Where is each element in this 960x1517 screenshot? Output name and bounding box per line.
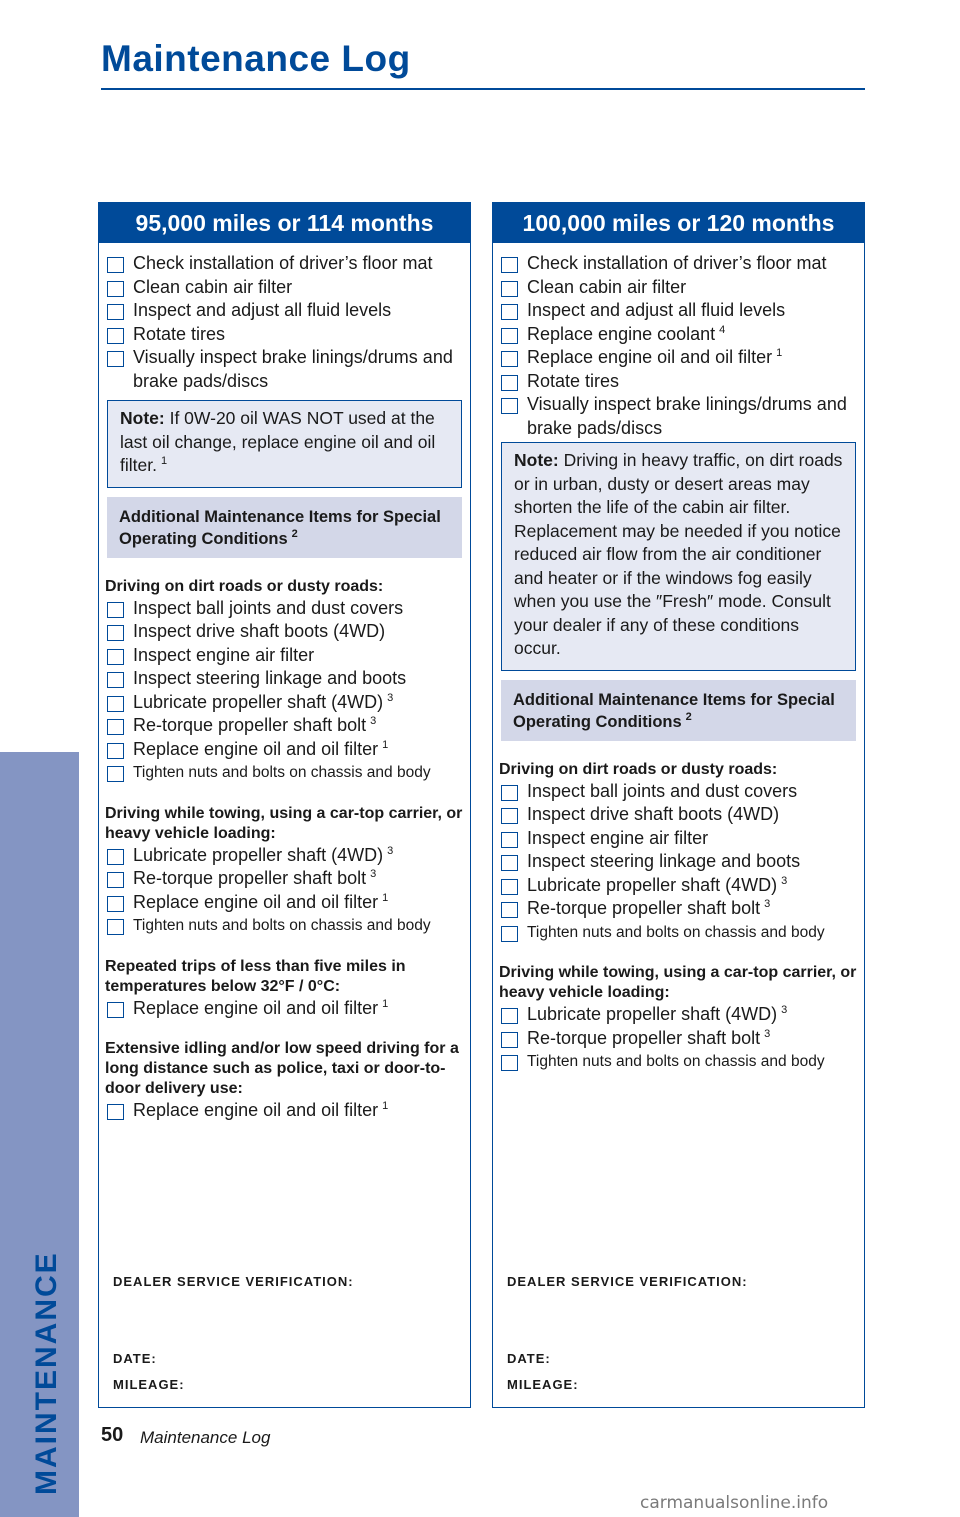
checklist-item[interactable]: Check installation of driver’s floor mat	[105, 252, 470, 276]
footnote-marker: 1	[382, 997, 389, 1010]
condition-checklist	[99, 597, 470, 785]
note-label: Note:	[120, 408, 165, 428]
note-box	[501, 442, 856, 671]
checklist-item[interactable]	[105, 691, 470, 715]
checklist-item-text: Inspect and adjust all fluid levels	[527, 300, 786, 320]
page-title: Maintenance Log	[101, 38, 411, 79]
checklist-item[interactable]	[499, 346, 864, 370]
checklist-item-text: Inspect steering linkage and boots	[527, 851, 801, 871]
checklist-item[interactable]	[499, 780, 864, 804]
condition-heading: Driving on dirt roads or dusty roads:	[499, 760, 778, 778]
note-box	[107, 400, 462, 488]
checklist-item-text: Replace engine oil and oil filter	[133, 738, 379, 759]
checklist-item[interactable]	[499, 803, 864, 827]
checklist-item-text: Lubricate propeller shaft (4WD)	[133, 844, 384, 865]
footnote-marker: 4	[719, 323, 726, 336]
checklist-item[interactable]	[105, 891, 470, 915]
checklist-item[interactable]	[499, 874, 864, 898]
footnote-marker: 3	[764, 1027, 771, 1040]
additional-items-heading: Additional Maintenance Items for Special Operating Conditions $^2$	[501, 680, 856, 741]
service-checklist	[493, 243, 864, 440]
footnote-marker: 1	[382, 738, 389, 751]
checklist-item[interactable]	[499, 370, 864, 394]
checklist-item[interactable]	[105, 867, 470, 891]
checklist-item[interactable]	[105, 597, 470, 621]
checklist-item[interactable]	[499, 897, 864, 921]
condition-heading: Extensive idling and/or low speed driving for a long distance such as police, taxi or door-to-door delivery use:	[105, 1040, 459, 1097]
footnote-marker: 3	[370, 715, 377, 727]
condition-checklist	[493, 1003, 864, 1074]
watermark: carmanualsonline.info	[640, 1493, 829, 1513]
checklist-item[interactable]	[499, 299, 864, 323]
condition-heading: Driving on dirt roads or dusty roads:	[105, 577, 384, 595]
checklist-item-text: Re-torque propeller shaft bolt	[527, 898, 761, 918]
additional-items-heading: Additional Maintenance Items for Special Operating Conditions $^2$	[107, 497, 462, 558]
checklist-item[interactable]	[105, 761, 470, 785]
checklist-item[interactable]: Visually inspect brake linings/drums and brake pads/discs	[105, 346, 461, 393]
special-conditions	[99, 558, 470, 1123]
checklist-item[interactable]: Inspect and adjust all fluid levels	[105, 299, 470, 323]
checklist-item[interactable]	[499, 1050, 864, 1074]
checklist-item[interactable]: Rotate tires	[105, 323, 470, 347]
checklist-item-text: Inspect ball joints and dust covers	[133, 597, 404, 618]
condition-heading: Driving while towing, using a car-top carrier, or heavy vehicle loading:	[105, 804, 463, 842]
mileage-label: MILEAGE:	[507, 1377, 579, 1392]
checklist-item-text: Inspect engine air filter	[133, 644, 315, 665]
date-label: DATE:	[113, 1351, 157, 1366]
note-text: Driving in heavy traffic, on dirt roads or in urban, dusty or desert areas may shorten the life of the cabin air filter. Replacement may be needed if you notice reduced air flow from the air conditioner and heater or if the windows fog easily when you use the ″Fresh″ mode. Consult your dealer if any of these conditions occur.	[514, 450, 843, 658]
checklist-item[interactable]	[499, 1027, 864, 1051]
footnote-marker: 1	[382, 891, 389, 904]
checklist-item-text: Lubricate propeller shaft (4WD)	[527, 874, 778, 895]
note-label: Note:	[514, 450, 559, 470]
dealer-verification-label: DEALER SERVICE VERIFICATION:	[507, 1274, 748, 1289]
special-conditions	[493, 741, 864, 1074]
checklist-item-text: Tighten nuts and bolts on chassis and body	[527, 1053, 825, 1070]
service-checklist	[99, 243, 470, 393]
interval-header: 95,000 miles or 114 months	[99, 203, 470, 243]
condition-checklist	[493, 780, 864, 945]
footnote-marker: 3	[781, 1004, 788, 1016]
checklist-item-text: Inspect ball joints and dust covers	[527, 780, 798, 801]
checklist-item[interactable]	[499, 827, 864, 851]
checklist-item-text: Tighten nuts and bolts on chassis and body	[133, 764, 431, 781]
page-number: 50	[101, 1424, 124, 1446]
checklist-item[interactable]	[499, 252, 864, 276]
checklist-item[interactable]	[105, 644, 470, 668]
title-divider	[101, 88, 865, 90]
checklist-item-text: Replace engine coolant	[527, 323, 716, 344]
condition-checklist	[99, 997, 470, 1021]
checklist-item[interactable]	[499, 393, 864, 440]
checklist-item-text: Inspect steering linkage and boots	[133, 668, 407, 688]
checklist-item[interactable]	[499, 276, 864, 300]
checklist-item-text: Tighten nuts and bolts on chassis and body	[133, 917, 431, 934]
checklist-item[interactable]	[105, 738, 470, 762]
checklist-item[interactable]	[105, 997, 470, 1021]
checklist-item[interactable]	[499, 921, 864, 945]
interval-panel-100000	[492, 202, 865, 1408]
condition-heading: Repeated trips of less than five miles in temperatures below 32°F / 0°C:	[105, 957, 406, 995]
checklist-item[interactable]	[499, 323, 864, 347]
footnote-marker: 3	[387, 691, 394, 704]
note-footnote: 1	[160, 455, 168, 468]
interval-header: 100,000 miles or 120 months	[493, 203, 864, 243]
checklist-item-text: Rotate tires	[527, 370, 620, 391]
checklist-item-text: Inspect engine air filter	[527, 827, 709, 848]
checklist-item-text: Replace engine oil and oil filter	[527, 347, 773, 367]
checklist-item-text: Visually inspect brake linings/drums and brake pads/discs	[527, 394, 847, 438]
condition-checklist	[99, 844, 470, 938]
checklist-item-text: Inspect drive shaft boots (4WD)	[527, 804, 780, 824]
footnote-marker: 1	[776, 347, 783, 359]
footnote-marker: 3	[764, 898, 771, 910]
checklist-item-text: Lubricate propeller shaft (4WD)	[133, 691, 384, 712]
checklist-item[interactable]	[105, 667, 470, 691]
footnote-marker: 3	[781, 874, 788, 887]
checklist-item-text: Re-torque propeller shaft bolt	[133, 868, 367, 888]
checklist-item[interactable]	[105, 844, 470, 868]
checklist-item-text: Clean cabin air filter	[527, 276, 687, 297]
checklist-item-text: Re-torque propeller shaft bolt	[133, 715, 367, 735]
checklist-item[interactable]	[105, 1099, 470, 1123]
checklist-item[interactable]: Clean cabin air filter	[105, 276, 470, 300]
checklist-item-text: Lubricate propeller shaft (4WD)	[527, 1004, 778, 1024]
checklist-item-text: Replace engine oil and oil filter	[133, 1100, 379, 1120]
condition-checklist	[99, 1099, 470, 1123]
interval-panel-95000	[98, 202, 471, 1408]
checklist-item-text: Inspect drive shaft boots (4WD)	[133, 621, 386, 641]
footnote-marker: 3	[387, 844, 394, 857]
footnote-marker: 3	[370, 868, 377, 880]
checklist-item-text: Tighten nuts and bolts on chassis and body	[527, 923, 825, 941]
condition-heading: Driving while towing, using a car-top carrier, or heavy vehicle loading:	[499, 964, 857, 1001]
checklist-item-text: Re-torque propeller shaft bolt	[527, 1027, 761, 1048]
checklist-item-text: Check installation of driver’s floor mat	[527, 253, 827, 273]
checklist-item[interactable]	[105, 714, 470, 738]
footnote-marker: 1	[382, 1100, 389, 1112]
note-text: If 0W-20 oil WAS NOT used at the last oil change, replace engine oil and oil filter.	[120, 408, 436, 475]
mileage-label: MILEAGE:	[113, 1377, 185, 1392]
checklist-item[interactable]	[105, 914, 470, 938]
dealer-verification-label: DEALER SERVICE VERIFICATION:	[113, 1274, 354, 1289]
checklist-item-text: Replace engine oil and oil filter	[133, 891, 379, 912]
checklist-item[interactable]	[105, 620, 470, 644]
date-label: DATE:	[507, 1351, 551, 1366]
checklist-item[interactable]	[499, 850, 864, 874]
checklist-item[interactable]	[499, 1003, 864, 1027]
checklist-item-text: Replace engine oil and oil filter	[133, 997, 379, 1018]
footer-section-title: Maintenance Log	[140, 1428, 271, 1447]
side-tab-label: MAINTENANCE	[30, 1251, 63, 1495]
